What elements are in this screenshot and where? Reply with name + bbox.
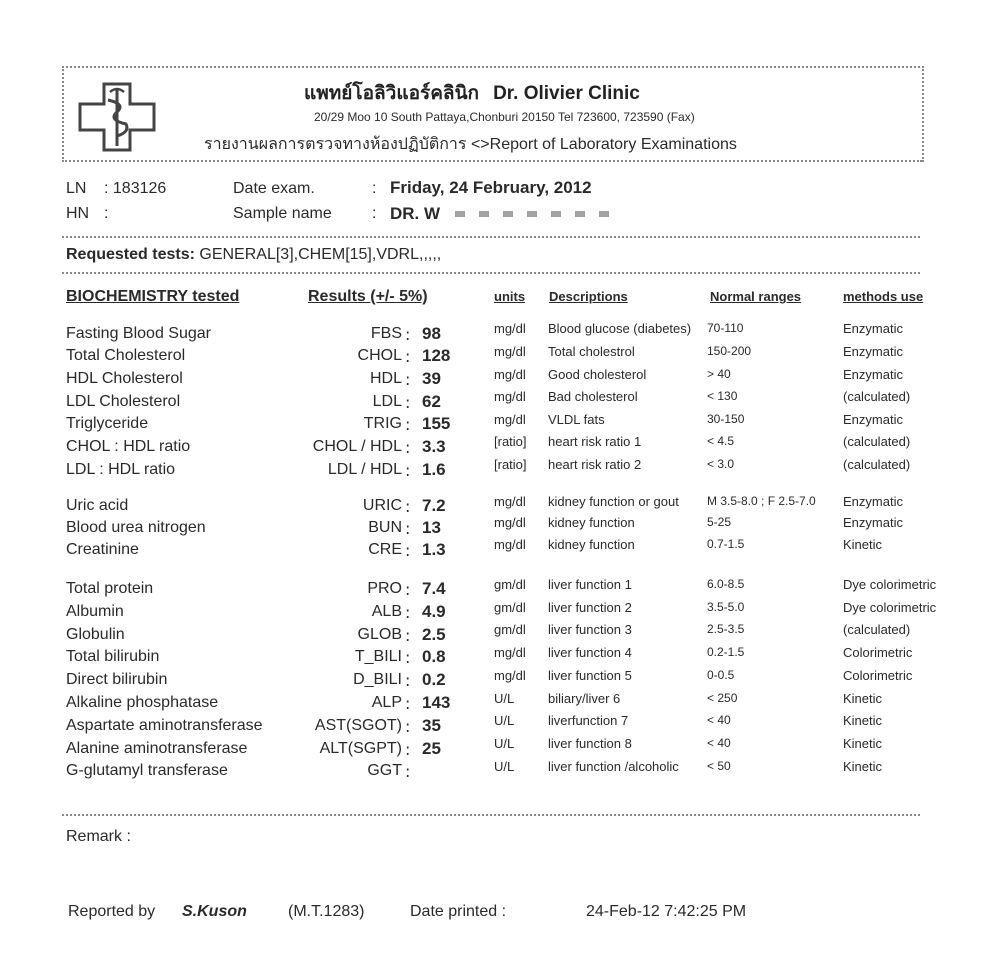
normal-range: 0.2-1.5 xyxy=(707,645,745,659)
sample-name-label: Sample name xyxy=(233,205,332,222)
method: Enzymatic xyxy=(843,321,903,336)
clinic-address: 20/29 Moo 10 South Pattaya,Chonburi 20150 Tel 723600, 723590 (Fax) xyxy=(314,110,695,124)
normal-range: 0-0.5 xyxy=(707,668,735,682)
unit: mg/dl xyxy=(494,367,526,382)
result-value: 7.4 xyxy=(422,579,446,598)
result-value: 143 xyxy=(422,693,451,712)
test-name: G-glutamyl transferase xyxy=(66,762,228,779)
table-row xyxy=(0,344,992,369)
result-value: 13 xyxy=(422,518,441,537)
hn-label: HN xyxy=(66,205,90,222)
date-exam-colon: : xyxy=(372,180,377,197)
test-name: LDL : HDL ratio xyxy=(66,461,176,478)
ln-value: : 183126 xyxy=(104,180,167,197)
requested-tests-value: GENERAL[3],CHEM[15],VDRL,,,,, xyxy=(199,246,442,263)
date-exam-label: Date exam. xyxy=(233,180,315,197)
date-printed-label: Date printed : xyxy=(410,903,507,920)
normal-range: < 130 xyxy=(707,389,738,403)
method: Enzymatic xyxy=(843,344,903,359)
result-value: 62 xyxy=(422,392,441,411)
unit: U/L xyxy=(494,691,515,706)
normal-range: 150-200 xyxy=(707,344,752,358)
test-name: LDL Cholesterol xyxy=(66,393,181,410)
description: liver function 5 xyxy=(548,668,632,683)
result-colon: : xyxy=(405,648,411,667)
table-row xyxy=(0,537,992,563)
test-code: AST(SGOT) xyxy=(314,717,402,734)
caduceus-cross-icon xyxy=(78,82,156,152)
result-colon: : xyxy=(405,762,411,781)
test-code: TRIG xyxy=(363,415,402,432)
result-value: 1.3 xyxy=(422,540,446,559)
test-name: Aspartate aminotransferase xyxy=(66,717,263,734)
description: biliary/liver 6 xyxy=(548,691,621,706)
test-name: Total bilirubin xyxy=(66,648,160,665)
description: liver function 3 xyxy=(548,622,632,637)
description: liver function 8 xyxy=(548,736,632,751)
result-colon: : xyxy=(405,740,411,759)
description: Bad cholesterol xyxy=(548,389,638,404)
unit: U/L xyxy=(494,736,515,751)
normal-range: 5-25 xyxy=(707,515,732,529)
unit: mg/dl xyxy=(494,321,526,336)
normal-range: < 40 xyxy=(707,713,731,727)
remark-label: Remark : xyxy=(66,828,131,845)
clinic-name-thai: แพทย์โอลิวิแอร์คลินิก xyxy=(304,83,480,104)
description: liver function 2 xyxy=(548,600,632,615)
method: Kinetic xyxy=(843,713,883,728)
table-row xyxy=(0,645,992,670)
divider xyxy=(62,814,920,816)
result-value: 2.5 xyxy=(422,625,446,644)
description: kidney function or gout xyxy=(548,494,679,509)
unit: mg/dl xyxy=(494,645,526,660)
result-value: 39 xyxy=(422,369,441,388)
clinic-name-english: Dr. Olivier Clinic xyxy=(493,83,640,104)
result-colon: : xyxy=(405,671,411,690)
unit: mg/dl xyxy=(494,344,526,359)
unit: mg/dl xyxy=(494,537,526,552)
table-row xyxy=(0,457,992,483)
reported-by-label: Reported by xyxy=(68,903,156,920)
table-row xyxy=(0,577,992,602)
table-row xyxy=(0,668,992,693)
result-value: 155 xyxy=(422,414,451,433)
test-name: HDL Cholesterol xyxy=(66,370,183,387)
ln-label: LN xyxy=(66,180,87,197)
method: Enzymatic xyxy=(843,515,903,530)
normal-range: > 40 xyxy=(707,367,731,381)
result-value: 35 xyxy=(422,716,441,735)
unit: mg/dl xyxy=(494,389,526,404)
test-name: Uric acid xyxy=(66,497,129,514)
method: Enzymatic xyxy=(843,367,903,382)
test-name: Direct bilirubin xyxy=(66,671,168,688)
sample-name-colon: : xyxy=(372,205,377,222)
description: VLDL fats xyxy=(548,412,605,427)
unit: mg/dl xyxy=(494,494,526,509)
test-code: ALT(SGPT) xyxy=(319,740,402,757)
result-colon: : xyxy=(405,347,411,366)
normal-range: < 3.0 xyxy=(707,457,735,471)
test-code: LDL / HDL xyxy=(327,461,402,478)
test-code: GLOB xyxy=(357,626,402,643)
method: Enzymatic xyxy=(843,494,903,509)
clinic-name xyxy=(304,78,640,108)
test-code: CHOL / HDL xyxy=(312,438,402,455)
unit: mg/dl xyxy=(494,515,526,530)
col-units: units xyxy=(494,289,526,304)
result-value: 25 xyxy=(422,739,441,758)
test-name: Total protein xyxy=(66,580,154,597)
method: (calculated) xyxy=(843,457,911,472)
result-colon: : xyxy=(405,626,411,645)
normal-range: < 40 xyxy=(707,736,731,750)
col-descriptions: Descriptions xyxy=(549,289,628,304)
description: heart risk ratio 2 xyxy=(548,457,642,472)
normal-range: M 3.5-8.0 ; F 2.5-7.0 xyxy=(707,494,816,508)
result-colon: : xyxy=(405,325,411,344)
divider xyxy=(62,236,920,238)
date-exam-value: Friday, 24 February, 2012 xyxy=(390,178,592,197)
test-name: Blood urea nitrogen xyxy=(66,519,206,536)
test-name: Fasting Blood Sugar xyxy=(66,325,211,342)
method: Enzymatic xyxy=(843,412,903,427)
date-printed-value: 24-Feb-12 7:42:25 PM xyxy=(586,903,747,920)
test-code: BUN xyxy=(368,519,402,536)
method: (calculated) xyxy=(843,622,911,637)
requested-tests-label: Requested tests: xyxy=(66,246,195,263)
result-colon: : xyxy=(405,438,411,457)
result-colon: : xyxy=(405,461,411,480)
divider xyxy=(62,272,920,274)
normal-range: 30-150 xyxy=(707,412,745,426)
col-methods: methods use xyxy=(843,289,924,304)
normal-range: < 50 xyxy=(707,759,731,773)
method: Kinetic xyxy=(843,736,883,751)
description: liver function 4 xyxy=(548,645,632,660)
hn-value: : xyxy=(104,205,109,222)
method: Dye colorimetric xyxy=(843,577,937,592)
test-code: PRO xyxy=(367,580,402,597)
description: Good cholesterol xyxy=(548,367,647,382)
test-code: HDL xyxy=(369,370,402,387)
reporter-license: (M.T.1283) xyxy=(288,903,365,920)
normal-range: 2.5-3.5 xyxy=(707,622,745,636)
result-colon: : xyxy=(405,497,411,516)
result-value: 3.3 xyxy=(422,437,446,456)
description: heart risk ratio 1 xyxy=(548,434,642,449)
unit: [ratio] xyxy=(494,434,527,449)
redaction-mark xyxy=(455,211,615,217)
unit: mg/dl xyxy=(494,668,526,683)
normal-range: 0.7-1.5 xyxy=(707,537,745,551)
test-name: Alkaline phosphatase xyxy=(66,694,219,711)
test-code: FBS xyxy=(370,325,402,342)
report-title: รายงานผลการตรวจทางห้องปฏิบัติการ <>Report of Laboratory Examinations xyxy=(204,136,737,153)
requested-tests xyxy=(66,246,441,264)
header-divider xyxy=(62,160,922,162)
unit: gm/dl xyxy=(494,600,526,615)
test-code: ALB xyxy=(371,603,402,620)
result-colon: : xyxy=(405,393,411,412)
result-colon: : xyxy=(405,415,411,434)
method: Colorimetric xyxy=(843,645,913,660)
result-colon: : xyxy=(405,603,411,622)
test-name: CHOL : HDL ratio xyxy=(66,438,191,455)
method: (calculated) xyxy=(843,434,911,449)
test-code: D_BILI xyxy=(353,671,402,688)
description: Total cholestrol xyxy=(548,344,635,359)
description: liver function 1 xyxy=(548,577,632,592)
test-code: GGT xyxy=(367,762,402,779)
col-normal-ranges: Normal ranges xyxy=(710,289,802,304)
result-value: 128 xyxy=(422,346,451,365)
description: liverfunction 7 xyxy=(548,713,629,728)
test-code: CRE xyxy=(368,541,402,558)
unit: mg/dl xyxy=(494,412,526,427)
unit: [ratio] xyxy=(494,457,527,472)
test-code: URIC xyxy=(362,497,402,514)
reporter-signature: S.Kuson xyxy=(182,903,247,920)
normal-range: < 250 xyxy=(707,691,738,705)
description: Blood glucose (diabetes) xyxy=(548,321,692,336)
result-colon: : xyxy=(405,541,411,560)
result-value: 0.8 xyxy=(422,647,446,666)
method: Dye colorimetric xyxy=(843,600,937,615)
test-code: LDL xyxy=(372,393,402,410)
col-results: Results (+/- 5%) xyxy=(308,288,428,305)
test-code: T_BILI xyxy=(354,648,402,665)
result-value: 1.6 xyxy=(422,460,446,479)
normal-range: < 4.5 xyxy=(707,434,735,448)
test-name: Creatinine xyxy=(66,541,139,558)
result-value: 7.2 xyxy=(422,496,446,515)
unit: gm/dl xyxy=(494,622,526,637)
method: (calculated) xyxy=(843,389,911,404)
test-name: Albumin xyxy=(66,603,124,620)
test-name: Alanine aminotransferase xyxy=(66,740,248,757)
result-value: 98 xyxy=(422,324,441,343)
method: Colorimetric xyxy=(843,668,913,683)
normal-range: 3.5-5.0 xyxy=(707,600,745,614)
result-colon: : xyxy=(405,519,411,538)
test-code: ALP xyxy=(371,694,402,711)
test-code: CHOL xyxy=(357,347,402,364)
col-biochemistry: BIOCHEMISTRY tested xyxy=(66,288,240,305)
result-colon: : xyxy=(405,717,411,736)
test-name: Globulin xyxy=(66,626,125,643)
table-row xyxy=(0,759,992,784)
unit: U/L xyxy=(494,759,515,774)
method: Kinetic xyxy=(843,691,883,706)
description: kidney function xyxy=(548,515,635,530)
test-name: Total Cholesterol xyxy=(66,347,186,364)
description: kidney function xyxy=(548,537,635,552)
method: Kinetic xyxy=(843,759,883,774)
result-colon: : xyxy=(405,370,411,389)
result-colon: : xyxy=(405,580,411,599)
result-colon: : xyxy=(405,694,411,713)
clinic-header xyxy=(62,66,924,162)
result-value: 0.2 xyxy=(422,670,446,689)
sample-name-value: DR. W xyxy=(390,204,441,223)
description: liver function /alcoholic xyxy=(548,759,679,774)
normal-range: 70-110 xyxy=(707,321,744,335)
unit: gm/dl xyxy=(494,577,526,592)
test-name: Triglyceride xyxy=(66,415,149,432)
method: Kinetic xyxy=(843,537,883,552)
result-value: 4.9 xyxy=(422,602,446,621)
normal-range: 6.0-8.5 xyxy=(707,577,745,591)
unit: U/L xyxy=(494,713,515,728)
